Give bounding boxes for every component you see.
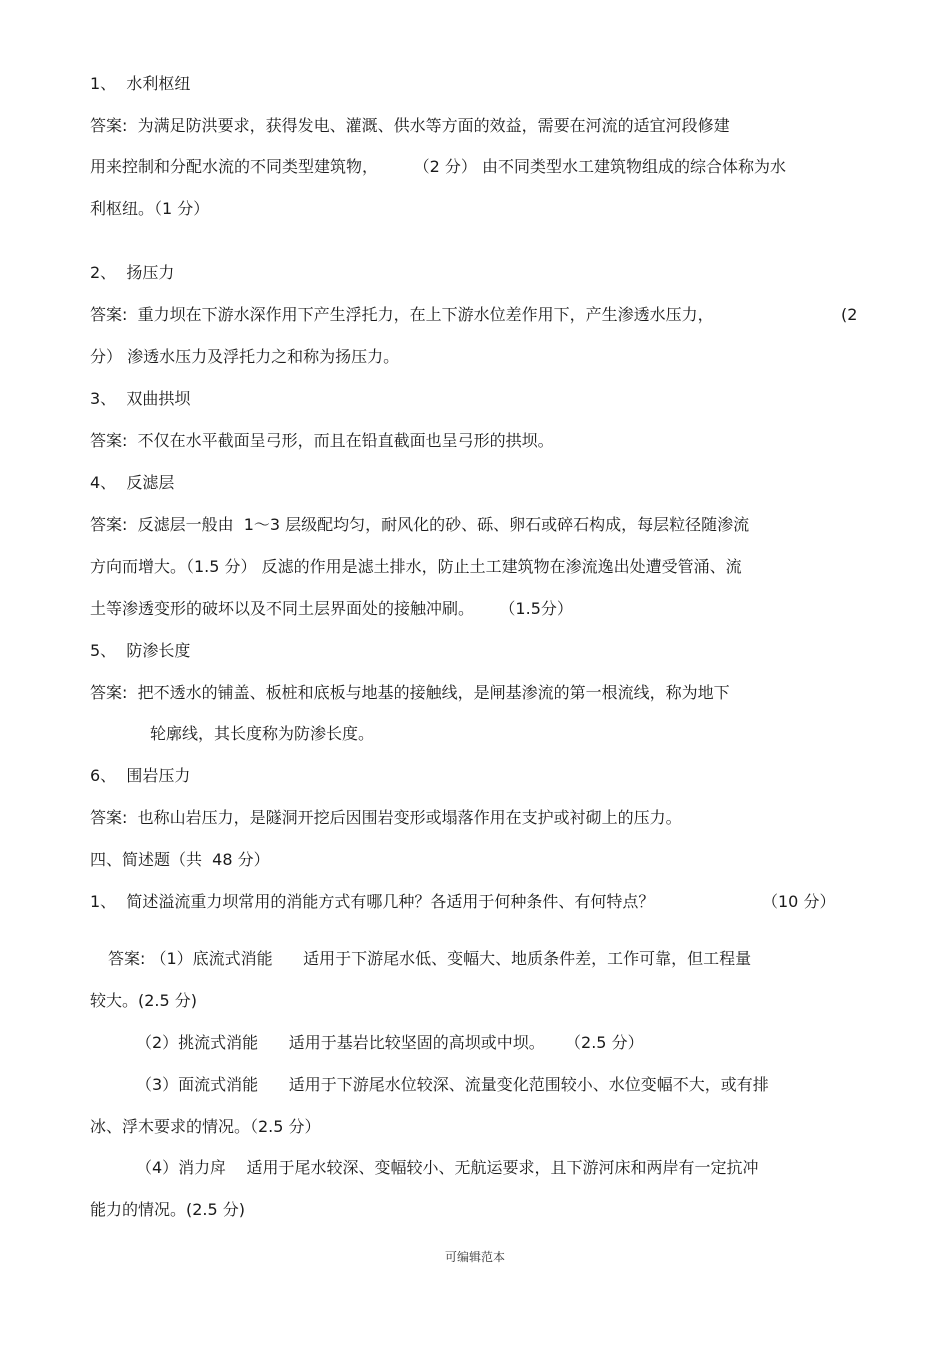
answer-line: 方向而增大。（1.5 分） 反滤的作用是滤土排水，防止土工建筑物在渗流逸出处遭受管涌、流 (90, 557, 742, 576)
answer-line: 答案: 反滤层一般由 1～3 层级配均匀，耐风化的砂、砾、卵石或碎石构成，每层粒径随渗流 (90, 515, 750, 534)
answer-line: 答案: （1）底流式消能 适用于下游尾水低、变幅大、地质条件差，工作可靠，但工程量 (108, 949, 752, 968)
answer-line: 较大。(2.5 分) (90, 991, 198, 1010)
answer-line: 用来控制和分配水流的不同类型建筑物， （2 分） 由不同类型水工建筑物组成的综合体称为水 (90, 157, 786, 176)
answer-line: 土等渗透变形的破坏以及不同土层界面处的接触冲刷。 （1.5分） (90, 599, 573, 618)
answer-line: 答案: 为满足防洪要求，获得发电、灌溉、供水等方面的效益，需要在河流的适宜河段修建 (90, 116, 730, 135)
item-title-2: 2、 扬压力 (90, 263, 175, 282)
answer-line: 分） 渗透水压力及浮托力之和称为扬压力。 (90, 347, 400, 366)
section-heading: 四、简述题（共 48 分） (90, 850, 270, 869)
answer-line: （4）消力戽 适用于尾水较深、变幅较小、无航运要求，且下游河床和两岸有一定抗冲 (136, 1158, 759, 1177)
answer-line: 冰、浮木要求的情况。（2.5 分） (90, 1117, 321, 1136)
answer-line: 答案: 不仅在水平截面呈弓形，而且在铅直截面也呈弓形的拱坝。 (90, 431, 554, 450)
answer-line: 答案: 把不透水的铺盖、板桩和底板与地基的接触线，是闸基渗流的第一根流线，称为地下 (90, 683, 730, 702)
answer-line: （2）挑流式消能 适用于基岩比较坚固的高坝或中坝。 （2.5 分） (136, 1033, 644, 1052)
answer-line: 能力的情况。(2.5 分) (90, 1200, 246, 1219)
answer-line: 答案: 也称山岩压力，是隧洞开挖后因围岩变形或塌落作用在支护或衬砌上的压力。 (90, 808, 682, 827)
question-score: （10 分） (762, 892, 836, 911)
answer-line: （3）面流式消能 适用于下游尾水位较深、流量变化范围较小、水位变幅不大，或有排 (136, 1075, 769, 1094)
answer-line: 答案: 重力坝在下游水深作用下产生浮托力，在上下游水位差作用下，产生渗透水压力， (90, 305, 714, 324)
answer-line: 利枢纽。（1 分） (90, 199, 210, 218)
score-fragment: (2 (841, 305, 858, 324)
question-line: 1、 简述溢流重力坝常用的消能方式有哪几种？各适用于何种条件、有何特点？ (90, 892, 655, 911)
item-title-3: 3、 双曲拱坝 (90, 389, 191, 408)
item-title-5: 5、 防渗长度 (90, 641, 191, 660)
answer-line: 轮廓线，其长度称为防渗长度。 (150, 724, 375, 743)
item-title-1: 1、 水利枢纽 (90, 74, 191, 93)
item-title-6: 6、 围岩压力 (90, 766, 191, 785)
page-footer: 可编辑范本 (444, 1250, 505, 1264)
item-title-4: 4、 反滤层 (90, 473, 175, 492)
